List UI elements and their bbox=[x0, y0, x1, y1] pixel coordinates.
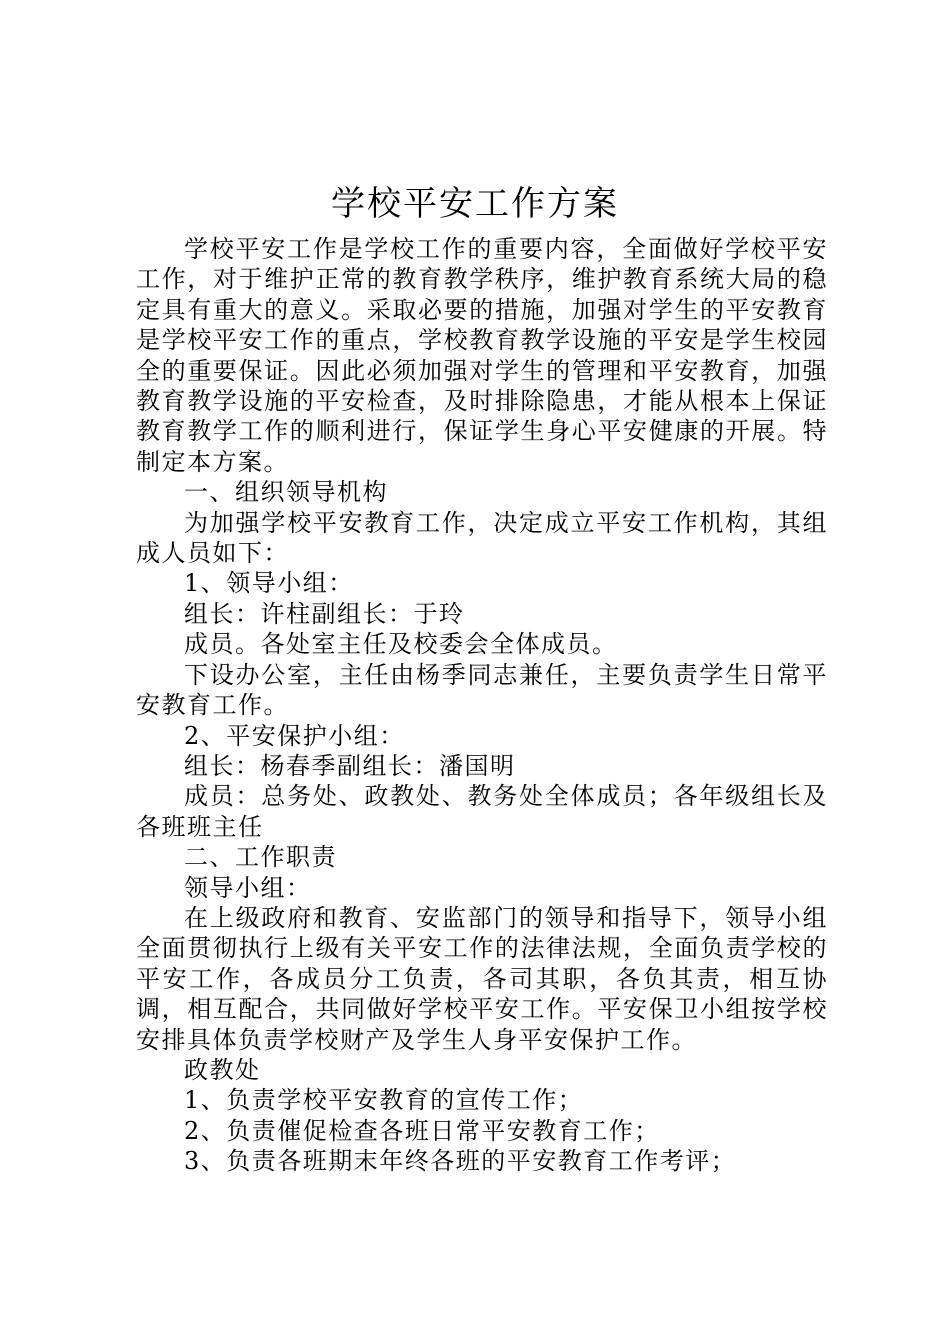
document-body bbox=[136, 234, 828, 1177]
subheading-safety-group: 2、平安保护小组： bbox=[184, 721, 405, 750]
leadership-duties-paragraph: 在上级政府和教育、安监部门的领导和指导下，领导小组全面贯彻执行上级有关平安工作的法律法规，全面负责学校的平安工作，各成员分工负责，各司其职，各负其责，相互协调，相互配合，共同做好学校平安工作。平安保卫小组按学校安排具体负责学校财产及学生人身平安保护工作。 bbox=[136, 903, 828, 1054]
organization-paragraph: 为加强学校平安教育工作，决定成立平安工作机构，其组成人员如下： bbox=[136, 508, 828, 568]
list-item: 3、负责各班期末年终各班的平安教育工作考评； bbox=[184, 1147, 737, 1176]
safety-members: 成员：总务处、政教处、教务处全体成员；各年级组长及各班班主任 bbox=[136, 782, 828, 841]
subheading-political-office: 政教处 bbox=[184, 1055, 261, 1084]
section-heading-duties: 二、工作职责 bbox=[184, 843, 337, 872]
leadership-leaders: 组长：许柱副组长：于玲 bbox=[184, 599, 465, 628]
list-item: 2、负责催促检查各班日常平安教育工作； bbox=[184, 1116, 660, 1145]
intro-paragraph: 学校平安工作是学校工作的重要内容，全面做好学校平安工作，对于维护正常的教育教学秩序，维护教育系统大局的稳定具有重大的意义。采取必要的措施，加强对学生的平安教育是学校平安工作的重点，学校教育教学设施的平安是学生校园全的重要保证。因此必须加强对学生的管理和平安教育，加强教育教学设施的平安检查，及时排除隐患，才能从根本上保证教育教学工作的顺利进行，保证学生身心平安健康的开展。特制定本方案。 bbox=[136, 235, 828, 476]
list-item: 1、负责学校平安教育的宣传工作； bbox=[184, 1086, 584, 1115]
office-paragraph: 下设办公室，主任由杨季同志兼任，主要负责学生日常平安教育工作。 bbox=[136, 660, 828, 720]
leadership-members: 成员。各处室主任及校委会全体成员。 bbox=[184, 630, 618, 659]
document-title: 学校平安工作方案 bbox=[331, 184, 619, 224]
subheading-leadership-group: 1、领导小组： bbox=[184, 569, 354, 598]
safety-leaders: 组长：杨春季副组长：潘国明 bbox=[184, 751, 516, 780]
section-heading-organization: 一、组织领导机构 bbox=[184, 478, 388, 507]
subheading-leadership-duties: 领导小组： bbox=[184, 873, 312, 902]
